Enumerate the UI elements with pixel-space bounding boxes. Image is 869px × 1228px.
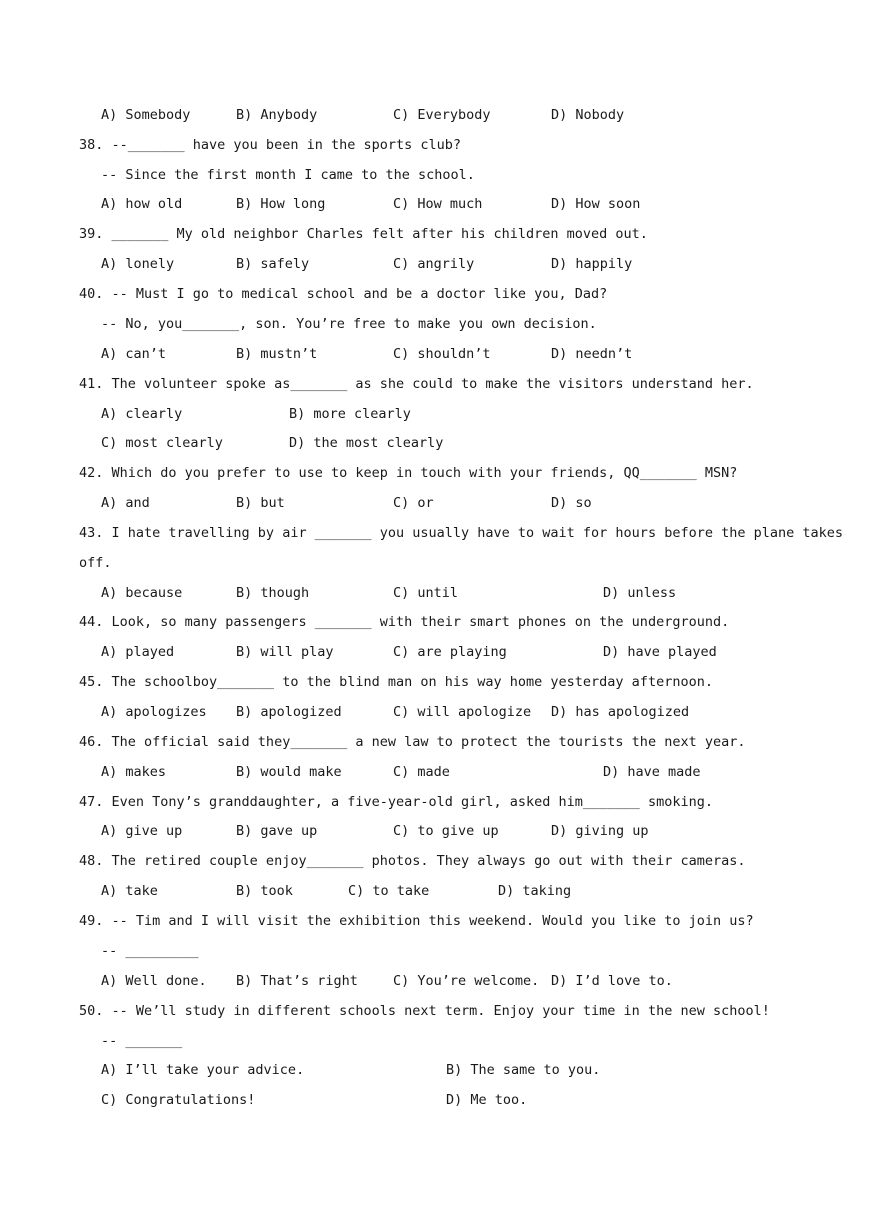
q40-reply: -- No, you_______, son. You’re free to make you own decision.: [101, 316, 597, 332]
q45-option-a: A) apologizes: [101, 704, 207, 720]
q44-option-a: A) played: [101, 644, 175, 660]
q49-reply: -- _________: [101, 943, 199, 959]
q39-option-b: B) safely: [236, 256, 310, 272]
q41-option-b: B) more clearly: [289, 406, 411, 422]
q47-option-d: D) giving up: [551, 823, 649, 839]
q41-stem: 41. The volunteer spoke as_______ as she could to make the visitors understand her.: [79, 376, 754, 392]
q37-option-c: C) Everybody: [393, 107, 491, 123]
q39-option-d: D) happily: [551, 256, 633, 272]
q46-option-a: A) makes: [101, 764, 167, 780]
q45-option-c: C) will apologize: [393, 704, 532, 720]
q39-option-c: C) angrily: [393, 256, 475, 272]
q50-option-b: B) The same to you.: [446, 1062, 601, 1078]
q49-option-b: B) That’s right: [236, 973, 358, 989]
q41-option-a: A) clearly: [101, 406, 183, 422]
q47-option-c: C) to give up: [393, 823, 499, 839]
q39-stem: 39. _______ My old neighbor Charles felt after his children moved out.: [79, 226, 648, 242]
q37-option-b: B) Anybody: [236, 107, 318, 123]
q43-stem: 43. I hate travelling by air _______ you usually have to wait for hours before the plane takes: [79, 525, 844, 541]
q49-stem: 49. -- Tim and I will visit the exhibition this weekend. Would you like to join us?: [79, 913, 754, 929]
q46-option-b: B) would make: [236, 764, 342, 780]
q50-option-d: D) Me too.: [446, 1092, 528, 1108]
q50-option-c: C) Congratulations!: [101, 1092, 256, 1108]
q43-option-b: B) though: [236, 585, 310, 601]
q45-stem: 45. The schoolboy_______ to the blind man on his way home yesterday afternoon.: [79, 674, 713, 690]
q43-option-d: D) unless: [603, 585, 677, 601]
q42-stem: 42. Which do you prefer to use to keep in touch with your friends, QQ_______ MSN?: [79, 465, 738, 481]
q40-option-a: A) can’t: [101, 346, 167, 362]
q43-stem-continued: off.: [79, 555, 112, 571]
q38-stem: 38. --_______ have you been in the sports club?: [79, 137, 462, 153]
q42-option-a: A) and: [101, 495, 150, 511]
q46-option-d: D) have made: [603, 764, 701, 780]
q37-option-a: A) Somebody: [101, 107, 191, 123]
q47-option-a: A) give up: [101, 823, 183, 839]
q49-option-a: A) Well done.: [101, 973, 207, 989]
q38-option-b: B) How long: [236, 196, 326, 212]
q37-option-d: D) Nobody: [551, 107, 625, 123]
q44-option-b: B) will play: [236, 644, 334, 660]
q42-option-c: C) or: [393, 495, 434, 511]
q48-option-d: D) taking: [498, 883, 572, 899]
q43-option-a: A) because: [101, 585, 183, 601]
q48-option-a: A) take: [101, 883, 158, 899]
q49-option-c: C) You’re welcome.: [393, 973, 540, 989]
q46-option-c: C) made: [393, 764, 450, 780]
q38-option-a: A) how old: [101, 196, 183, 212]
q40-option-c: C) shouldn’t: [393, 346, 491, 362]
q42-option-b: B) but: [236, 495, 285, 511]
q40-option-b: B) mustn’t: [236, 346, 318, 362]
q47-option-b: B) gave up: [236, 823, 318, 839]
q44-stem: 44. Look, so many passengers _______ with their smart phones on the underground.: [79, 614, 730, 630]
q48-option-c: C) to take: [348, 883, 430, 899]
q43-option-c: C) until: [393, 585, 459, 601]
q45-option-b: B) apologized: [236, 704, 342, 720]
q47-stem: 47. Even Tony’s granddaughter, a five-year-old girl, asked him_______ smoking.: [79, 794, 713, 810]
q49-option-d: D) I’d love to.: [551, 973, 673, 989]
q38-reply: -- Since the first month I came to the school.: [101, 167, 475, 183]
q38-option-c: C) How much: [393, 196, 483, 212]
q42-option-d: D) so: [551, 495, 592, 511]
q50-stem: 50. -- We’ll study in different schools next term. Enjoy your time in the new school!: [79, 1003, 770, 1019]
q48-option-b: B) took: [236, 883, 293, 899]
q41-option-d: D) the most clearly: [289, 435, 444, 451]
q40-stem: 40. -- Must I go to medical school and be a doctor like you, Dad?: [79, 286, 608, 302]
q50-reply: -- _______: [101, 1033, 183, 1049]
q44-option-c: C) are playing: [393, 644, 507, 660]
q41-option-c: C) most clearly: [101, 435, 223, 451]
q44-option-d: D) have played: [603, 644, 717, 660]
q48-stem: 48. The retired couple enjoy_______ photos. They always go out with their cameras.: [79, 853, 746, 869]
q50-option-a: A) I’ll take your advice.: [101, 1062, 305, 1078]
q46-stem: 46. The official said they_______ a new law to protect the tourists the next year.: [79, 734, 746, 750]
q38-option-d: D) How soon: [551, 196, 641, 212]
q40-option-d: D) needn’t: [551, 346, 633, 362]
q45-option-d: D) has apologized: [551, 704, 690, 720]
q39-option-a: A) lonely: [101, 256, 175, 272]
